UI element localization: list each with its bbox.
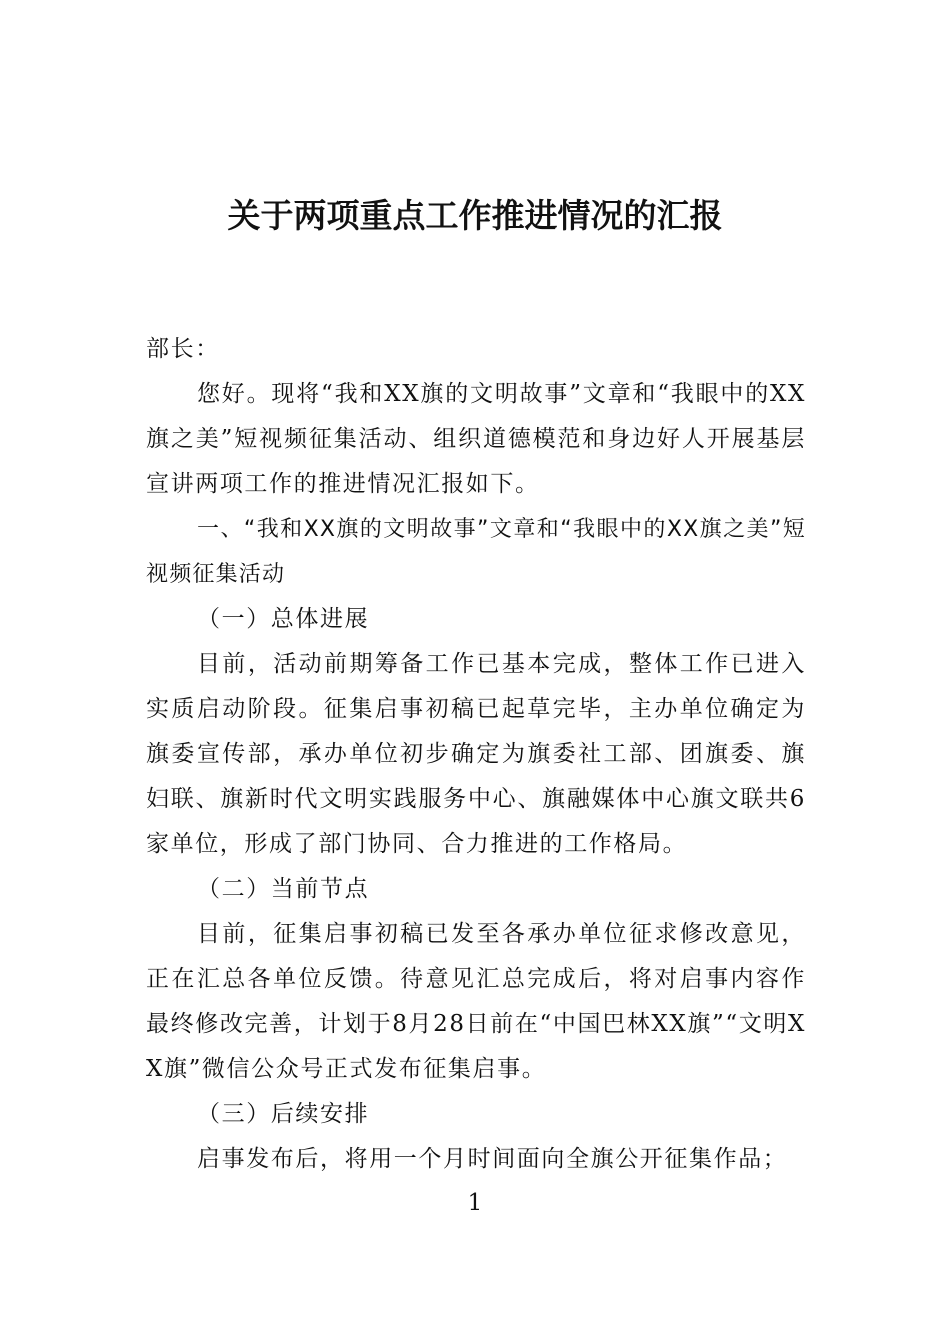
intro-paragraph: 您好。现将“我和XX旗的文明故事”文章和“我眼中的XX旗之美”短视频征集活动、组织道德模范和身边好人开展基层宣讲两项工作的推进情况汇报如下。 [146,381,806,497]
subsection-heading-2: （二）当前节点 [197,876,370,902]
page-number: 1 [467,1190,483,1216]
subsection-body-3: 启事发布后，将用一个月时间面向全旗公开征集作品； [197,1146,788,1172]
subsection-body-1: 目前，活动前期筹备工作已基本完成，整体工作已进入实质启动阶段。征集启事初稿已起草完毕，主办单位确定为旗委宣传部，承办单位初步确定为旗委社工部、团旗委、旗妇联、旗新时代文明实践服务中心、旗融媒体中心旗文联共6家单位，形成了部门协同、合力推进的工作格局。 [146,651,806,857]
section-heading-1: 一、“我和XX旗的文明故事”文章和“我眼中的XX旗之美”短视频征集活动 [146,517,806,587]
subsection-heading-1: （一）总体进展 [197,606,370,632]
document-title: 关于两项重点工作推进情况的汇报 [227,196,723,235]
salutation: 部长： [146,336,220,362]
subsection-body-2: 目前，征集启事初稿已发至各承办单位征求修改意见，正在汇总各单位反馈。待意见汇总完成后，将对启事内容作最终修改完善，计划于8月28日前在“中国巴林XX旗”“文明XX旗”微信公众号正式发布征集启事。 [146,921,806,1082]
subsection-heading-3: （三）后续安排 [197,1101,370,1127]
